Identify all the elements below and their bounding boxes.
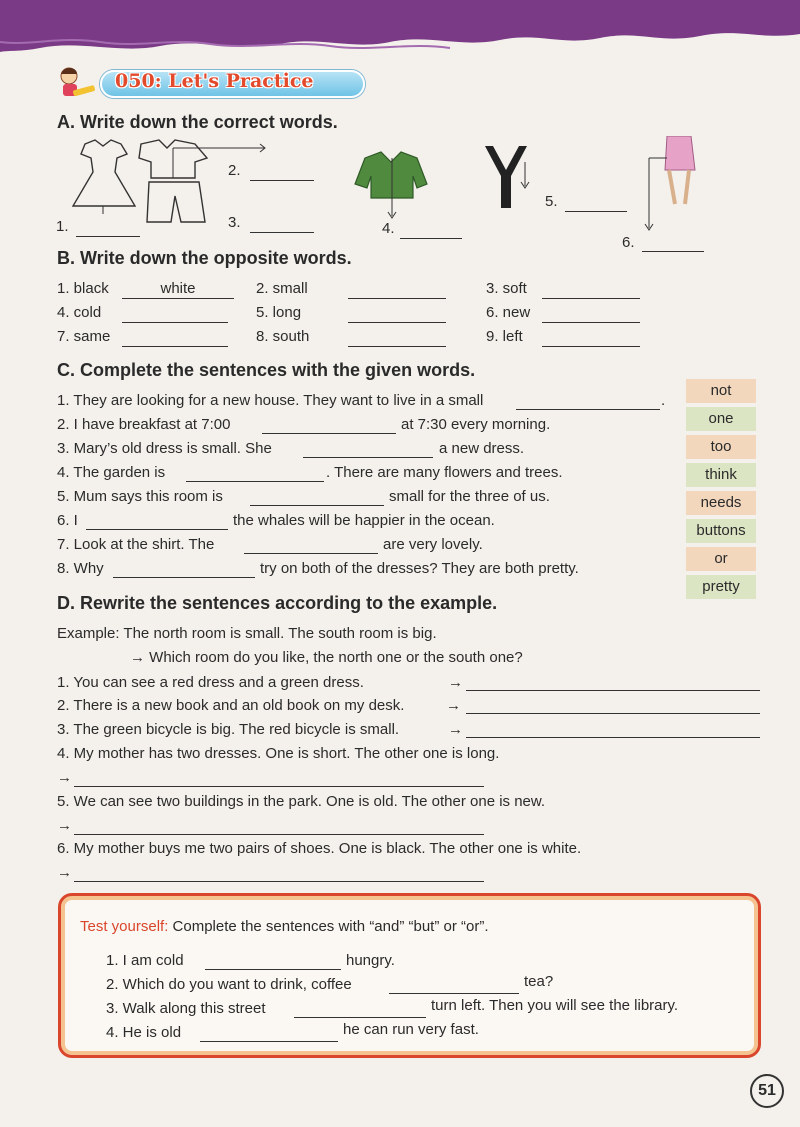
word-bank-item: too (686, 435, 756, 459)
test-sentence-2-end: tea? (524, 973, 554, 990)
d-answer-line-2[interactable] (466, 713, 760, 714)
test-blank-3[interactable] (294, 1017, 426, 1018)
skirt-legs-icon (645, 136, 695, 230)
b-item-6: 6. new (486, 304, 531, 321)
c-sentence-7-start: 7. Look at the shirt. The (57, 536, 215, 553)
dress-icon (73, 140, 135, 214)
a-label-3: 3. (228, 214, 241, 231)
b-item-5: 5. long (256, 304, 302, 321)
b-answer-1: white (160, 280, 196, 297)
word-bank-item: one (686, 407, 756, 431)
word-bank-item: buttons (686, 519, 756, 543)
c-blank-7[interactable] (244, 553, 378, 554)
a-label-1: 1. (56, 218, 69, 235)
a-blank-4[interactable] (400, 238, 462, 239)
c-sentence-1-start: 1. They are looking for a new house. They want to live in a small (57, 392, 484, 409)
c-blank-1[interactable] (516, 409, 660, 410)
test-blank-2[interactable] (389, 993, 519, 994)
b-blank-4[interactable] (122, 322, 228, 323)
test-sentence-4-end: he can run very fast. (343, 1021, 479, 1038)
c-blank-6[interactable] (86, 529, 228, 530)
section-d-heading: D. Rewrite the sentences according to the example. (57, 593, 498, 613)
d-arrow-1: → (448, 674, 463, 691)
b-blank-2[interactable] (348, 298, 446, 299)
word-bank-item: or (686, 547, 756, 571)
c-sentence-7-end: are very lovely. (383, 536, 483, 553)
c-blank-5[interactable] (250, 505, 384, 506)
b-item-9: 9. left (486, 328, 523, 345)
a-blank-2[interactable] (250, 180, 314, 181)
b-blank-3[interactable] (542, 298, 640, 299)
d-answer-line-3[interactable] (466, 737, 760, 738)
c-sentence-3-end: a new dress. (439, 440, 525, 457)
c-sentence-6-end: the whales will be happier in the ocean. (233, 512, 495, 529)
kid-mascot-icon (55, 66, 97, 102)
b-blank-1[interactable] (122, 298, 234, 299)
shirt-icon (139, 140, 265, 178)
c-sentence-2-start: 2. I have breakfast at 7:00 (57, 416, 231, 433)
page-title: 050: Let's Practice (115, 70, 314, 92)
b-item-3: 3. soft (486, 280, 527, 297)
word-bank-item: pretty (686, 575, 756, 599)
d-item-6: 6. My mother buys me two pairs of shoes. One is black. The other one is white. (57, 840, 582, 857)
b-item-2: 2. small (256, 280, 308, 297)
d-arrow-5: → (57, 817, 72, 834)
test-instruction-text: Complete the sentences with “and” “but” or “or”. (168, 918, 489, 935)
a-blank-1[interactable] (76, 236, 140, 237)
a-label-6: 6. (622, 234, 635, 251)
d-answer-line-5[interactable] (74, 834, 484, 835)
a-blank-3[interactable] (250, 232, 314, 233)
a-label-5: 5. (545, 193, 558, 210)
word-bank-item: not (686, 379, 756, 403)
c-blank-8[interactable] (113, 577, 255, 578)
d-answer-line-6[interactable] (74, 881, 484, 882)
a-label-4: 4. (382, 220, 395, 237)
c-sentence-4-start: 4. The garden is (57, 464, 166, 481)
b-blank-5[interactable] (348, 322, 446, 323)
c-sentence-8-start: 8. Why (57, 560, 104, 577)
section-a-heading: A. Write down the correct words. (57, 112, 338, 132)
d-item-4: 4. My mother has two dresses. One is short. The other one is long. (57, 745, 500, 762)
d-arrow-2: → (446, 697, 461, 714)
d-item-5: 5. We can see two buildings in the park. One is old. The other one is new. (57, 793, 546, 810)
c-sentence-8-end: try on both of the dresses? They are both pretty. (260, 560, 579, 577)
zipper-icon (485, 146, 529, 208)
test-instruction (80, 918, 489, 935)
b-item-1: 1. black (57, 280, 109, 297)
b-blank-8[interactable] (348, 346, 446, 347)
d-example-line-1: Example: The north room is small. The south room is big. (57, 625, 437, 642)
d-arrow-3: → (448, 721, 463, 738)
c-blank-4[interactable] (186, 481, 324, 482)
d-arrow-4: → (57, 769, 72, 786)
word-bank-item: think (686, 463, 756, 487)
c-blank-2[interactable] (262, 433, 396, 434)
a-blank-5[interactable] (565, 211, 627, 212)
test-sentence-1-start: 1. I am cold (106, 952, 184, 969)
d-item-3: 3. The green bicycle is big. The red bicycle is small. (57, 721, 400, 738)
d-answer-line-1[interactable] (466, 690, 760, 691)
test-label: Test yourself: (80, 918, 169, 935)
b-item-8: 8. south (256, 328, 310, 345)
test-sentence-2-start: 2. Which do you want to drink, coffee (106, 976, 352, 993)
d-answer-line-4[interactable] (74, 786, 484, 787)
b-item-4: 4. cold (57, 304, 102, 321)
c-sentence-5-end: small for the three of us. (389, 488, 550, 505)
jacket-icon (355, 152, 427, 218)
test-sentence-1-end: hungry. (346, 952, 395, 969)
c-sentence-4-end: . There are many flowers and trees. (326, 464, 563, 481)
page-number: 51 (750, 1074, 784, 1108)
c-sentence-3-start: 3. Mary’s old dress is small. She (57, 440, 272, 457)
section-c-heading: C. Complete the sentences with the given words. (57, 360, 476, 380)
c-sentence-2-end: at 7:30 every morning. (401, 416, 551, 433)
test-sentence-3-start: 3. Walk along this street (106, 1000, 266, 1017)
test-sentence-3-end: turn left. Then you will see the library. (431, 997, 679, 1014)
test-sentence-4-start: 4. He is old (106, 1024, 182, 1041)
section-b-heading: B. Write down the opposite words. (57, 248, 352, 268)
b-blank-9[interactable] (542, 346, 640, 347)
d-item-2: 2. There is a new book and an old book on my desk. (57, 697, 405, 714)
test-blank-4[interactable] (200, 1041, 338, 1042)
top-decorative-band (0, 0, 800, 60)
word-bank-item: needs (686, 491, 756, 515)
d-item-1: 1. You can see a red dress and a green dress. (57, 674, 364, 691)
c-sentence-6-start: 6. I (57, 512, 78, 529)
b-blank-7[interactable] (122, 346, 228, 347)
d-example-line-2: → Which room do you like, the north one or the south one? (130, 649, 523, 666)
b-blank-6[interactable] (542, 322, 640, 323)
shorts-icon (147, 182, 205, 222)
b-item-7: 7. same (57, 328, 111, 345)
a-blank-6[interactable] (642, 251, 704, 252)
d-arrow-6: → (57, 864, 72, 881)
a-label-2: 2. (228, 162, 241, 179)
c-sentence-1-end: . (661, 392, 666, 409)
test-blank-1[interactable] (205, 969, 341, 970)
c-blank-3[interactable] (303, 457, 433, 458)
c-sentence-5-start: 5. Mum says this room is (57, 488, 223, 505)
